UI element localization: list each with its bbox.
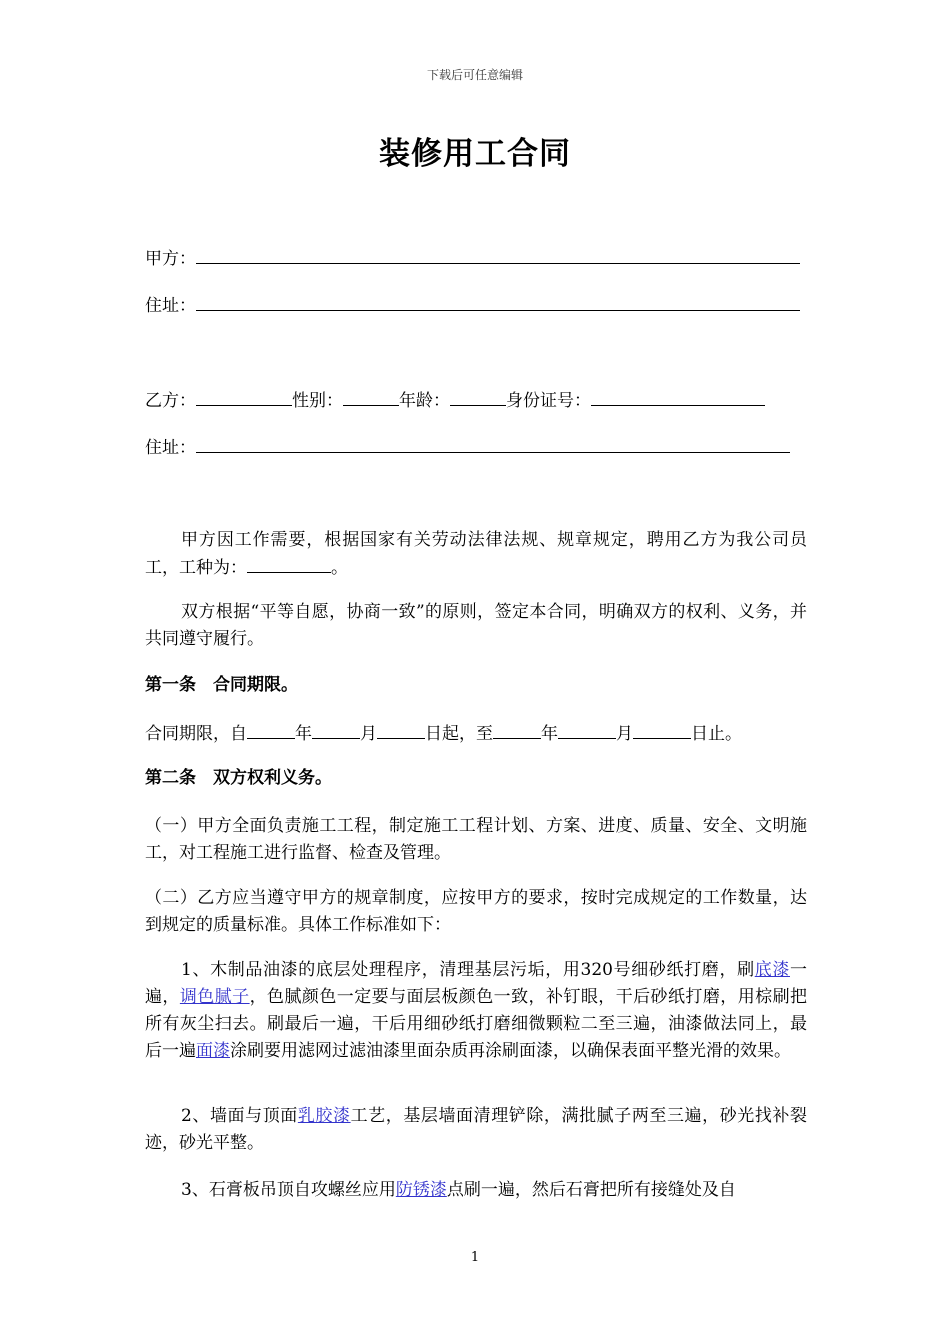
party-b-age-label: 年龄： [399, 391, 450, 411]
party-b-address-label: 住址： [145, 438, 196, 458]
document-title: 装修用工合同 [379, 136, 571, 172]
link-topcoat[interactable]: 面漆 [196, 1041, 230, 1061]
article-2-heading: 第二条 双方权利义务。 [145, 768, 332, 788]
party-a-name-blank[interactable] [196, 245, 800, 264]
party-b-name-blank[interactable] [196, 387, 292, 406]
standard-1-text-c: ，色腻颜色一定要与面层板颜色一致，补钉眼，干后砂纸打磨，用棕刷把所有灰尘扫去。刷最后一遍，干后用细砂纸打磨细微颗粒二至三遍，油漆做法同上，最后一遍 [145, 987, 808, 1061]
header-note: 下载后可任意编辑 [426, 68, 523, 82]
term-end-month-blank[interactable] [558, 720, 616, 739]
standard-3-text-a: 3、石膏板吊顶自攻螺丝应用 [181, 1180, 396, 1200]
article-2-item-2: （二）乙方应当遵守甲方的规章制度，应按甲方的要求，按时完成规定的工作数量，达到规定的质量标准。具体工作标准如下： [145, 888, 807, 935]
standard-2-text-a: 2、墙面与顶面 [181, 1106, 298, 1126]
standard-3-text-b: 点刷一遍，然后石膏把所有接缝处及自 [446, 1180, 736, 1200]
standard-1-text-d: 涂刷要用滤网过滤油漆里面杂质再涂刷面漆，以确保表面平整光滑的效果。 [230, 1041, 791, 1061]
standard-3 [145, 1177, 807, 1204]
term-text-6: 月 [616, 724, 633, 744]
link-primer[interactable]: 底漆 [754, 960, 790, 980]
party-a-name-label: 甲方： [145, 249, 196, 269]
party-b-age-blank[interactable] [450, 387, 506, 406]
standard-2-text-b: 工艺，基层墙面清理铲除，满批腻子两至三遍，砂光找补裂迹，砂光平整。 [145, 1106, 808, 1153]
intro-p1-end: 。 [331, 558, 348, 578]
link-antirust-paint[interactable]: 防锈漆 [395, 1180, 447, 1200]
standard-1 [145, 957, 807, 1065]
contract-term-row [145, 720, 742, 744]
link-latex-paint[interactable]: 乳胶漆 [297, 1106, 351, 1126]
term-text-5: 年 [541, 724, 558, 744]
intro-p1-text: 甲方因工作需要，根据国家有关劳动法律法规、规章规定，聘用乙方为我公司员工，工种为： [145, 530, 807, 578]
party-b-name-label: 乙方： [145, 391, 196, 411]
term-text-4: 日起，至 [425, 724, 493, 744]
job-type-blank[interactable] [247, 554, 331, 573]
term-end-day-blank[interactable] [633, 720, 691, 739]
party-b-gender-blank[interactable] [343, 387, 399, 406]
link-tinted-putty[interactable]: 调色腻子 [179, 987, 250, 1007]
party-b-info-row [145, 387, 765, 411]
standard-1-text-b: 一遍， [145, 960, 807, 1007]
term-start-year-blank[interactable] [247, 720, 295, 739]
term-text-2: 年 [295, 724, 312, 744]
term-start-day-blank[interactable] [377, 720, 425, 739]
party-b-id-label: 身份证号： [506, 391, 591, 411]
term-text-7: 日止。 [691, 724, 742, 744]
standard-1-text-a: 1、木制品油漆的底层处理程序，清理基层污垢，用320号细砂纸打磨，刷 [181, 960, 755, 980]
intro-paragraph-2: 双方根据“平等自愿，协商一致”的原则，签定本合同，明确双方的权利、义务，并共同遵守履行。 [145, 602, 807, 649]
party-a-address-row [145, 292, 800, 316]
intro-paragraph-1 [145, 527, 807, 582]
term-end-year-blank[interactable] [493, 720, 541, 739]
party-b-gender-label: 性别： [292, 391, 343, 411]
party-a-name-row [145, 245, 800, 269]
party-a-address-blank[interactable] [196, 292, 800, 311]
term-text-1: 合同期限，自 [145, 724, 247, 744]
term-start-month-blank[interactable] [312, 720, 360, 739]
article-1-heading: 第一条 合同期限。 [145, 675, 298, 695]
party-b-id-blank[interactable] [591, 387, 765, 406]
article-2-item-1: （一）甲方全面负责施工工程，制定施工工程计划、方案、进度、质量、安全、文明施工，对工程施工进行监督、检查及管理。 [145, 816, 807, 863]
standard-2 [145, 1103, 807, 1157]
term-text-3: 月 [360, 724, 377, 744]
party-b-address-row [145, 434, 790, 458]
party-a-address-label: 住址： [145, 296, 196, 316]
party-b-address-blank[interactable] [196, 434, 790, 453]
page-number: 1 [470, 1250, 480, 1265]
